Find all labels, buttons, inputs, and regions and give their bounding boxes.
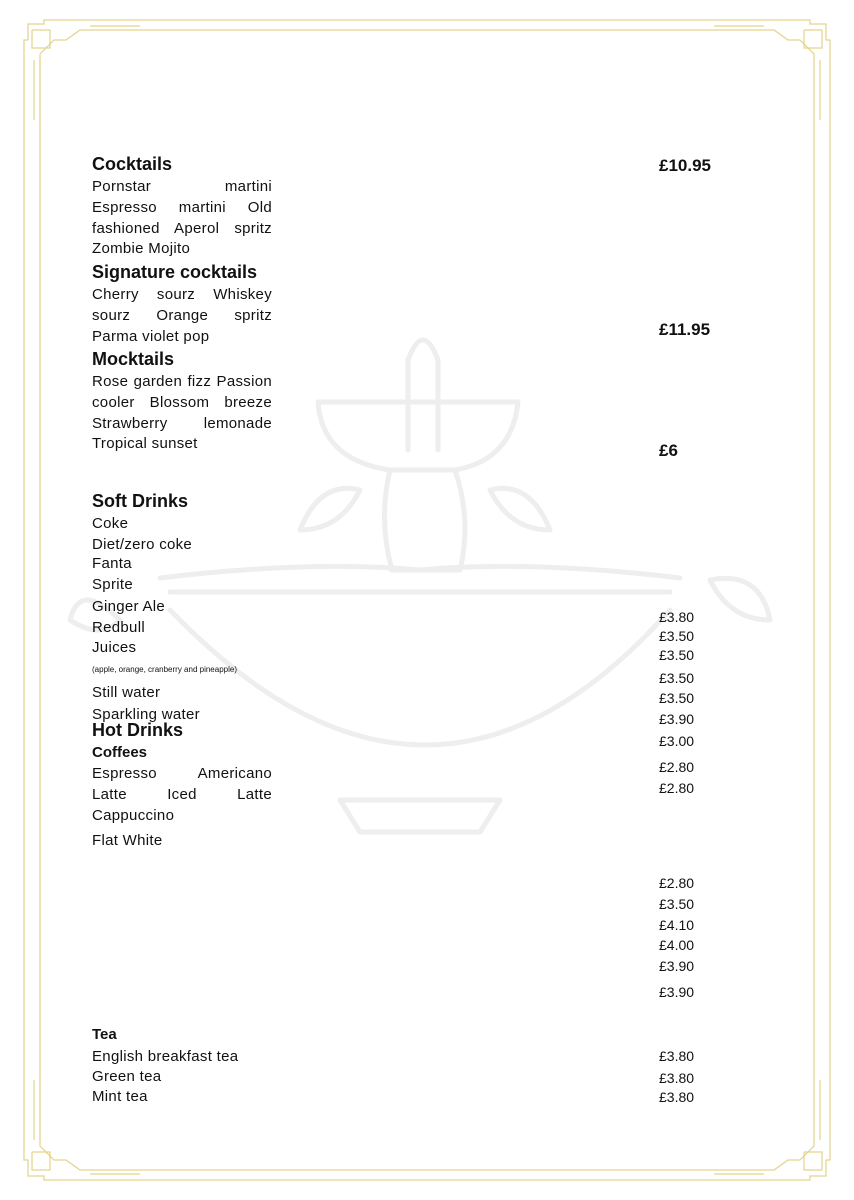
signature-cocktails-price: £11.95 <box>659 320 711 339</box>
soft-drink-price: £3.50 <box>659 690 695 706</box>
tea-price: £3.80 <box>659 1089 695 1105</box>
coffee-price: £3.90 <box>659 984 695 1000</box>
soft-drink-price: £2.80 <box>659 780 695 796</box>
tea-price: £3.80 <box>659 1048 695 1064</box>
tea-item: Mint tea <box>92 1088 148 1105</box>
tea-title: Tea <box>92 1026 117 1043</box>
signature-cocktails-items: Cherry sourz Whiskey sourz Orange spritz Parma violet pop <box>92 286 272 345</box>
tea-item: Green tea <box>92 1068 162 1085</box>
cocktails-price: £10.95 <box>659 156 711 175</box>
tea-item: English breakfast tea <box>92 1048 239 1065</box>
coffees-items: Espresso Americano Latte Iced Latte Cappuccino <box>92 765 272 824</box>
soft-drink-item: Diet/zero coke <box>92 536 193 553</box>
soft-drink-item: Still water <box>92 684 161 701</box>
cocktails-title: Cocktails <box>92 154 173 174</box>
coffee-price: £3.90 <box>659 958 695 974</box>
cocktails-items: Pornstar martini Espresso martini Old fashioned Aperol spritz Zombie Mojito <box>92 178 272 258</box>
soft-drink-price: £3.50 <box>659 647 695 663</box>
coffees-title: Coffees <box>92 744 148 761</box>
coffee-price: £2.80 <box>659 875 695 891</box>
coffee-price: £3.50 <box>659 896 695 912</box>
juices-note: (apple, orange, cranberry and pineapple) <box>92 665 237 674</box>
soft-drink-item: Sprite <box>92 576 133 593</box>
signature-cocktails-title: Signature cocktails <box>92 262 258 282</box>
coffee-item-flat-white: Flat White <box>92 832 163 849</box>
tea-price: £3.80 <box>659 1070 695 1086</box>
soft-drink-price: £3.50 <box>659 628 695 644</box>
mocktails-items: Rose garden fizz Passion cooler Blossom breeze Strawberry lemonade Tropical sunset <box>92 373 272 453</box>
soft-drink-item: Ginger Ale <box>92 598 166 615</box>
soft-drink-item: Sparkling water <box>92 706 200 723</box>
coffee-price: £4.00 <box>659 937 695 953</box>
mocktails-title: Mocktails <box>92 349 175 369</box>
soft-drink-item: Fanta <box>92 555 132 572</box>
soft-drink-price: £2.80 <box>659 759 695 775</box>
coffee-price: £4.10 <box>659 917 695 933</box>
soft-drink-price: £3.90 <box>659 711 695 727</box>
soft-drinks-title: Soft Drinks <box>92 491 189 511</box>
soft-drink-item: Coke <box>92 515 129 532</box>
mocktails-price: £6 <box>659 441 678 460</box>
soft-drink-item: Juices <box>92 639 137 656</box>
hot-drinks-title: Hot Drinks <box>92 720 184 740</box>
soft-drink-price: £3.00 <box>659 733 695 749</box>
soft-drink-price: £3.80 <box>659 609 695 625</box>
soft-drink-item: Redbull <box>92 619 145 636</box>
soft-drink-price: £3.50 <box>659 670 695 686</box>
